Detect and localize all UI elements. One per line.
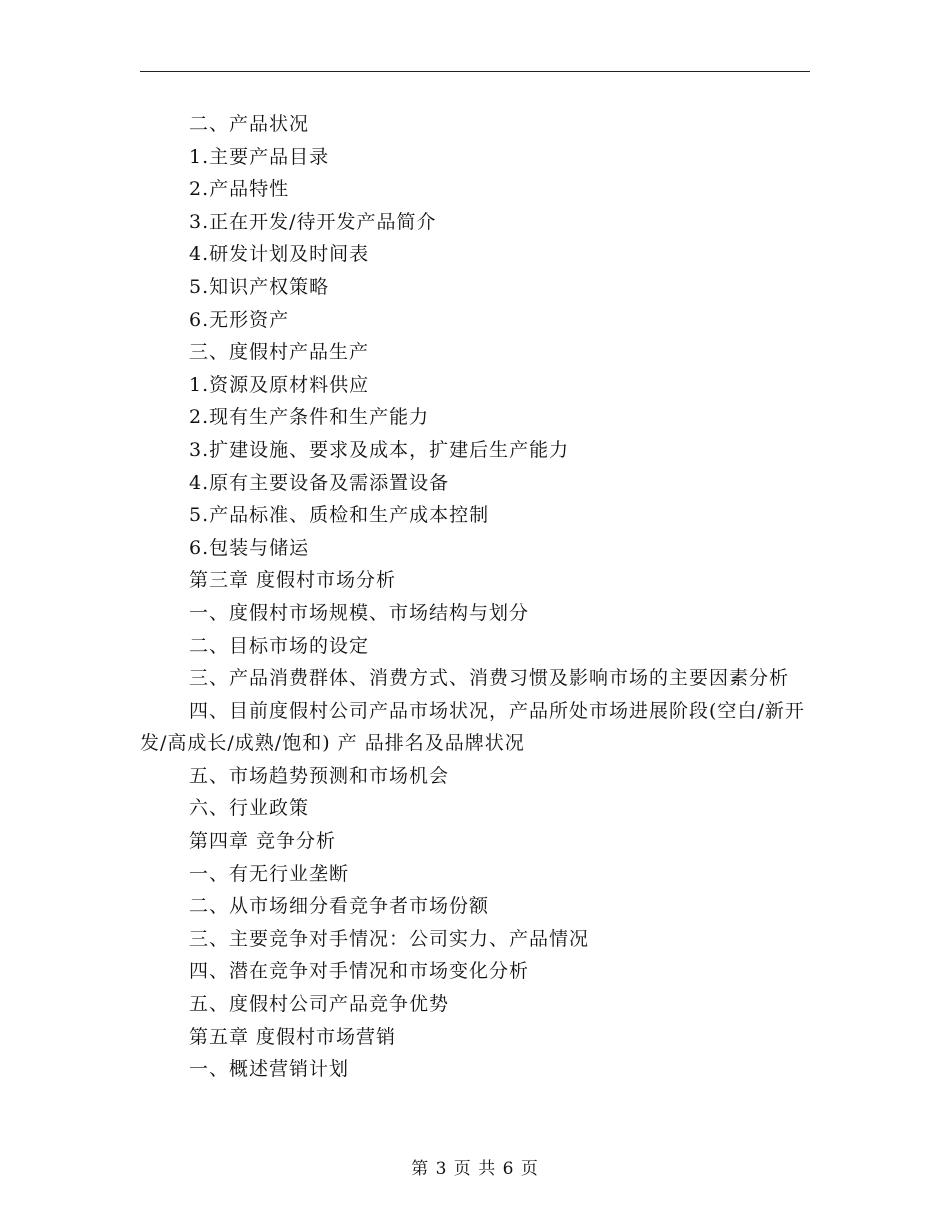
outline-line: 5.产品标准、质检和生产成本控制	[189, 504, 490, 527]
outline-line: 一、度假村市场规模、市场结构与划分	[189, 601, 530, 624]
page-number-footer: 第 3 页 共 6 页	[411, 1159, 539, 1179]
outline-line: 三、主要竞争对手情况：公司实力、产品情况	[189, 927, 590, 950]
outline-line: 1.主要产品目录	[189, 145, 330, 168]
outline-line: 一、概述营销计划	[189, 1058, 350, 1081]
chapter-heading: 第三章 度假村市场分析	[189, 569, 397, 592]
outline-line: 二、目标市场的设定	[189, 634, 370, 657]
outline-line: 五、市场趋势预测和市场机会	[189, 764, 450, 787]
outline-line: 三、度假村产品生产	[189, 341, 370, 364]
outline-line: 5.知识产权策略	[189, 275, 330, 298]
outline-line: 2.现有生产条件和生产能力	[189, 406, 430, 429]
outline-line: 二、从市场细分看竞争者市场份额	[189, 895, 490, 918]
outline-line: 2.产品特性	[189, 178, 290, 201]
outline-line: 1.资源及原材料供应	[189, 373, 370, 396]
outline-line: 五、度假村公司产品竞争优势	[189, 993, 450, 1016]
document-body	[140, 108, 810, 1086]
outline-line: 二、产品状况	[189, 113, 310, 135]
outline-paragraph: 三、产品消费群体、消费方式、消费习惯及影响市场的主要因素分析	[189, 667, 790, 690]
outline-line: 六、行业政策	[189, 797, 310, 820]
chapter-heading: 第五章 度假村市场营销	[189, 1025, 397, 1048]
outline-line: 3.扩建设施、要求及成本，扩建后生产能力	[189, 438, 570, 461]
outline-line: 四、潜在竞争对手情况和市场变化分析	[189, 960, 530, 983]
outline-paragraph: 四、目前度假村公司产品市场状况，产品所处市场进展阶段(空白/新开发/高成长/成熟/饱和) 产 品排名及品牌状况	[140, 699, 805, 755]
outline-line: 6.包装与储运	[189, 536, 310, 559]
outline-line: 一、有无行业垄断	[189, 862, 350, 885]
outline-line: 4.原有主要设备及需添置设备	[189, 471, 450, 494]
header-rule	[140, 71, 810, 72]
outline-line: 4.研发计划及时间表	[189, 243, 370, 266]
outline-line: 6.无形资产	[189, 308, 290, 331]
outline-line: 3.正在开发/待开发产品简介	[189, 210, 437, 233]
chapter-heading: 第四章 竞争分析	[189, 830, 337, 853]
